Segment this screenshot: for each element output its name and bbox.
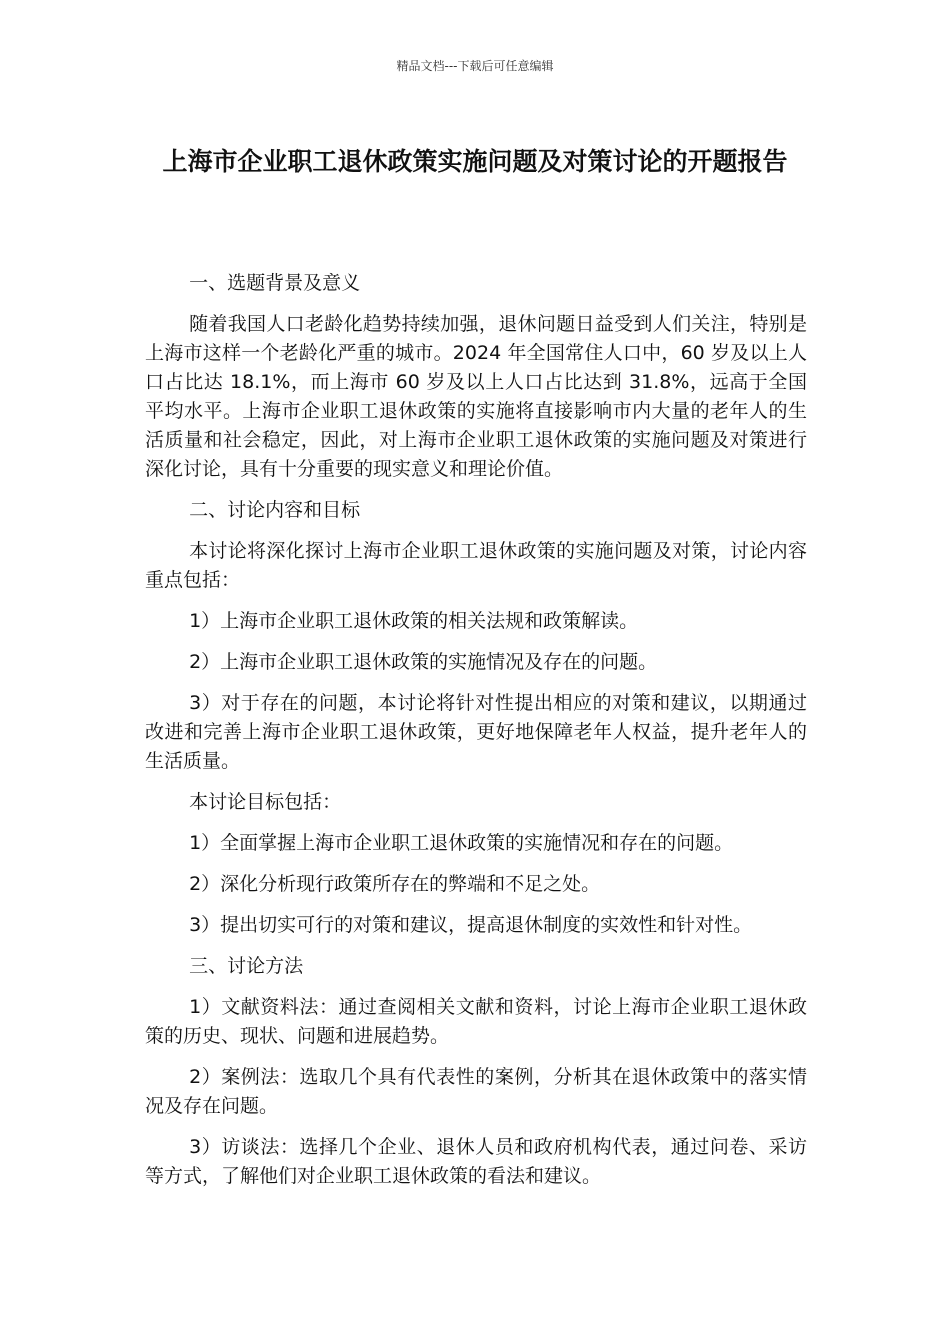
list-item-method-3: 3）访谈法：选择几个企业、退休人员和政府机构代表，通过问卷、采访等方式，了解他们对企业职工退休政策的看法和建议。 — [145, 1136, 807, 1187]
paragraph-content-intro: 本讨论将深化探讨上海市企业职工退休政策的实施问题及对策，讨论内容重点包括： — [145, 540, 807, 591]
list-item-goal-1: 1）全面掌握上海市企业职工退休政策的实施情况和存在的问题。 — [189, 832, 734, 854]
list-item-content-3: 3）对于存在的问题，本讨论将针对性提出相应的对策和建议，以期通过改进和完善上海市企业职工退休政策，更好地保障老年人权益，提升老年人的生活质量。 — [145, 692, 807, 772]
paragraph-goals-intro: 本讨论目标包括： — [189, 791, 342, 813]
list-item-goal-2: 2）深化分析现行政策所存在的弊端和不足之处。 — [189, 873, 601, 895]
list-item-content-2: 2）上海市企业职工退休政策的实施情况及存在的问题。 — [189, 651, 658, 673]
list-item-content-1: 1）上海市企业职工退休政策的相关法规和政策解读。 — [189, 610, 639, 632]
section-heading-content-goals: 二、讨论内容和目标 — [189, 499, 361, 521]
list-item-method-2: 2）案例法：选取几个具有代表性的案例，分析其在退休政策中的落实情况及存在问题。 — [145, 1066, 807, 1117]
document-body — [145, 269, 807, 1203]
document-title: 上海市企业职工退休政策实施问题及对策讨论的开题报告 — [162, 147, 788, 176]
list-item-method-1: 1）文献资料法：通过查阅相关文献和资料，讨论上海市企业职工退休政策的历史、现状、问题和进展趋势。 — [145, 996, 807, 1047]
header-note: 精品文档---下载后可任意编辑 — [396, 59, 554, 73]
section-heading-background: 一、选题背景及意义 — [189, 272, 361, 294]
section-heading-methods: 三、讨论方法 — [189, 955, 304, 977]
list-item-goal-3: 3）提出切实可行的对策和建议，提高退休制度的实效性和针对性。 — [189, 914, 753, 936]
paragraph-background: 随着我国人口老龄化趋势持续加强，退休问题日益受到人们关注，特别是上海市这样一个老龄化严重的城市。2024 年全国常住人口中，60 岁及以上人口占比达 18.1%，而上海市 60 岁及以上人口占比达到 31.8%，远高于全国平均水平。上海市企业职工退休政策的实施将直接影响市内大量的老年人的生活质量和社会稳定，因此，对上海市企业职工退休政策的实施问题及对策进行深化讨论，具有十分重要的现实意义和理论价值。 — [145, 313, 807, 480]
